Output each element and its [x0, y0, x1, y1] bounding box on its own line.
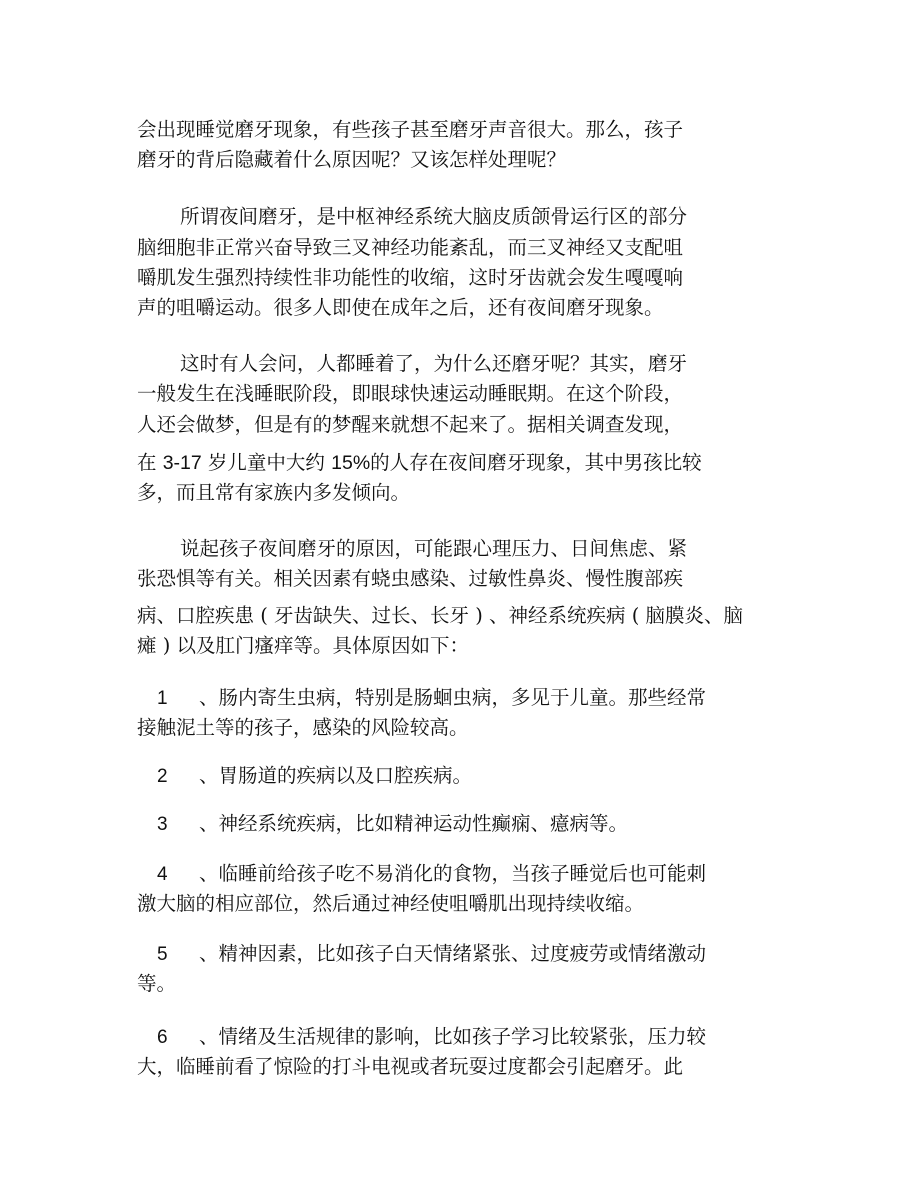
- paragraph-2-line-4: [137, 451, 702, 475]
- list-item-text: 、临睡前给孩子吃不易消化的食物，当孩子睡觉后也可能刺: [199, 862, 707, 885]
- list-item-3-line-1: [157, 812, 628, 837]
- paragraph-3-line-2: 张恐惧等有关。相关因素有蛲虫感染、过敏性鼻炎、慢性腹部疾: [137, 567, 684, 590]
- paragraph-2-line-4-part-a: 在: [137, 451, 163, 474]
- paragraph-3-line-1: 说起孩子夜间磨牙的原因，可能跟心理压力、日间焦虑、紧: [180, 537, 688, 560]
- percentage: 15%: [331, 452, 371, 474]
- paragraph-0-line-2: 磨牙的背后隐藏着什么原因呢？又该怎样处理呢？: [137, 148, 567, 171]
- list-item-number: 2: [157, 766, 168, 787]
- list-item-4-line-1: [157, 862, 706, 887]
- list-item-text: 、肠内寄生虫病，特别是肠蛔虫病，多见于儿童。那些经常: [199, 686, 707, 709]
- list-item-6-line-2: 大，临睡前看了惊险的打斗电视或者玩耍过度都会引起磨牙。此: [137, 1055, 684, 1078]
- list-item-4-line-2: 激大脑的相应部位，然后通过神经使咀嚼肌出现持续收缩。: [137, 892, 645, 915]
- list-item-6-line-1: [157, 1025, 706, 1050]
- paragraph-2-line-4-part-c: 岁儿童中大约: [201, 451, 332, 474]
- paragraph-1-line-1: 所谓夜间磨牙，是中枢神经系统大脑皮质颌骨运行区的部分: [180, 205, 688, 228]
- paragraph-2-line-3: 人还会做梦，但是有的梦醒来就想不起来了。据相关调查发现，: [137, 413, 684, 436]
- list-item-text: 、情绪及生活规律的影响，比如孩子学习比较紧张，压力较: [199, 1025, 707, 1048]
- list-item-text: 、神经系统疾病，比如精神运动性癫痫、癔病等。: [199, 812, 629, 835]
- list-item-text: 、胃肠道的疾病以及口腔疾病。: [199, 764, 473, 787]
- age-range: 3-17: [162, 452, 202, 474]
- list-item-text: 、精神因素，比如孩子白天情绪紧张、过度疲劳或情绪激动: [199, 942, 707, 965]
- paragraph-3-line-3: 病、口腔疾患 ( 牙齿缺失、过长、长牙 ) 、神经系统疾病 ( 脑膜炎、脑: [137, 604, 744, 627]
- paragraph-1-line-2: 脑细胞非正常兴奋导致三叉神经功能紊乱，而三叉神经又支配咀: [137, 236, 684, 259]
- list-item-number: 5: [157, 944, 168, 965]
- paragraph-2-line-4-part-e: 的人存在夜间磨牙现象，其中男孩比较: [370, 451, 702, 474]
- list-item-number: 3: [157, 814, 168, 835]
- list-item-number: 4: [157, 864, 168, 885]
- paragraph-3-line-4: 瘫 ) 以及肛门瘙痒等。具体原因如下：: [137, 634, 470, 657]
- paragraph-0-line-1: 会出现睡觉磨牙现象，有些孩子甚至磨牙声音很大。那么，孩子: [137, 118, 684, 141]
- paragraph-2-line-2: 一般发生在浅睡眠阶段，即眼球快速运动睡眠期。在这个阶段，: [137, 382, 684, 405]
- paragraph-2-line-1: 这时有人会问，人都睡着了，为什么还磨牙呢？其实，磨牙: [180, 352, 688, 375]
- list-item-5-line-2: 等。: [137, 972, 177, 995]
- paragraph-1-line-4: 声的咀嚼运动。很多人即使在成年之后，还有夜间磨牙现象。: [137, 296, 664, 319]
- list-item-1-line-1: [157, 686, 706, 711]
- list-item-1-line-2: 接触泥土等的孩子，感染的风险较高。: [137, 716, 469, 739]
- list-item-5-line-1: [157, 942, 706, 967]
- paragraph-1-line-3: 嚼肌发生强烈持续性非功能性的收缩，这时牙齿就会发生嘎嘎响: [137, 266, 684, 289]
- paragraph-2-line-5: 多，而且常有家族内多发倾向。: [137, 481, 411, 504]
- list-item-number: 6: [157, 1027, 168, 1048]
- list-item-2-line-1: [157, 764, 472, 789]
- list-item-number: 1: [157, 688, 168, 709]
